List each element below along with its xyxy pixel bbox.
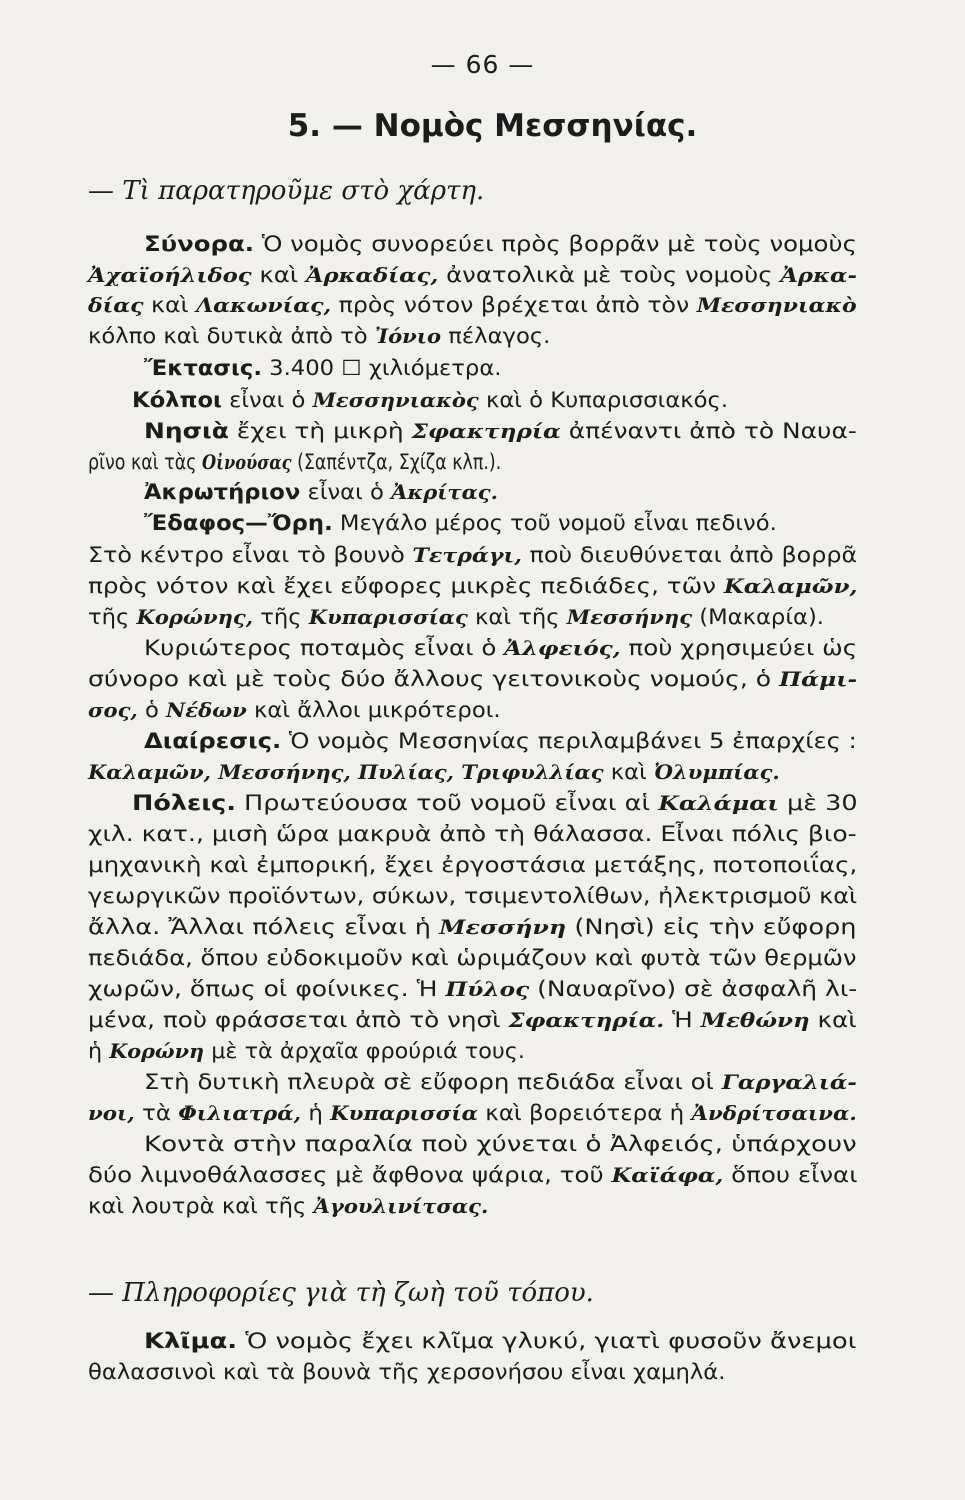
paragraph-lead: Διαίρεσις. — [144, 729, 282, 753]
emphasized-term: Καλάμαι — [658, 792, 779, 815]
paragraph-lead: Κλῖμα. — [144, 1329, 238, 1353]
text-run: δύο λιμνοθάλασσες μὲ ἄφθονα ψάρια, τοῦ — [88, 1163, 612, 1187]
emphasized-term: Μεσσηνιακὸ — [696, 294, 857, 317]
emphasized-term: Καλαμῶν, — [723, 575, 858, 598]
text-run: Στὴ δυτικὴ πλευρὰ σὲ εὔφορη πεδιάδα εἶναι οἱ — [144, 1070, 722, 1094]
paragraph-lead: Κόλποι — [132, 388, 222, 412]
text-run: πέλαγος. — [441, 324, 551, 348]
text-run: ποὺ διευθύνεται ἀπὸ βορρᾶ — [521, 543, 858, 567]
text-run: γεωργικῶν προϊόντων, σύκων, τσιμεντολίθων, ἠλεκτρισμοῦ καὶ — [88, 884, 858, 908]
text-line — [88, 819, 857, 849]
text-line — [88, 664, 857, 695]
text-run: (Νησὶ) εἰς τὴν εὔφορη — [566, 915, 857, 939]
paragraph-lead: Ἔκτασις. — [144, 356, 262, 380]
emphasized-term: σος, — [88, 699, 138, 722]
text-run: (Μακαρία). — [692, 605, 825, 629]
text-run: καὶ — [809, 1008, 857, 1032]
text-line — [88, 571, 857, 602]
emphasized-term: Ἀνδρίτσαινα. — [691, 1102, 857, 1125]
text-run: καὶ — [143, 293, 197, 317]
emphasized-term: Ἀλφειός, — [504, 637, 621, 660]
emphasized-term: Πύλος — [445, 978, 530, 1001]
text-run: καὶ — [251, 263, 306, 287]
text-run: καὶ — [603, 760, 655, 784]
text-run: ἔχει τὴ μικρὴ — [228, 419, 412, 443]
text-line — [88, 943, 856, 973]
emphasized-term: Κορώνης, — [136, 606, 254, 629]
text-run: χωρῶν, ὅπως οἱ φοίνικες. Ἡ — [88, 977, 446, 1001]
emphasized-term: Κυπαρισσία — [330, 1102, 479, 1125]
text-line — [144, 633, 857, 664]
text-line — [88, 695, 501, 726]
emphasized-term: Κορώνη — [109, 1040, 205, 1063]
text-run: Κυριώτερος ποταμὸς εἶναι ὁ — [144, 636, 505, 660]
text-run: ὁ — [137, 698, 167, 722]
text-line — [144, 416, 857, 447]
emphasized-term: δίας — [88, 294, 144, 317]
text-line — [88, 321, 550, 352]
text-run: πεδιάδα, ὅπου εὐδοκιμοῦν καὶ ὡριμάζουν καὶ φυτὰ τῶν θερμῶν — [88, 946, 857, 970]
text-line — [144, 508, 777, 538]
text-run: ἀνατολικὰ μὲ τοὺς νομοὺς — [438, 263, 781, 287]
text-line — [144, 353, 501, 383]
text-line — [88, 1191, 488, 1222]
text-run: ρῖνο καὶ τὰς — [88, 450, 203, 474]
emphasized-term: Καλαμῶν, Μεσσήνης, Πυλίας, Τριφυλλίας — [88, 761, 604, 784]
text-line — [88, 850, 857, 880]
text-line — [88, 447, 501, 478]
text-line — [144, 229, 857, 259]
emphasized-term: Φιλιατρά, — [178, 1102, 302, 1125]
emphasized-term: νοι, — [88, 1102, 135, 1125]
emphasized-term: Ἀρκαδίας, — [305, 264, 439, 287]
text-run: κόλπο καὶ δυτικὰ ἀπὸ τὸ — [88, 324, 375, 348]
text-run: πρὸς νότον καὶ ἔχει εὔφορες μικρὲς πεδιάδες, τῶν — [88, 574, 724, 598]
text-line — [88, 1005, 857, 1036]
text-run: Μεγάλο μέρος τοῦ νομοῦ εἶναι πεδινό. — [332, 511, 777, 535]
text-run: θαλασσινοὶ καὶ τὰ βουνὰ τῆς χερσονήσου εἶναι χαμηλά. — [88, 1360, 726, 1384]
emphasized-term: Ἀρκα- — [780, 264, 857, 287]
emphasized-term: Σφακτηρία. — [508, 1009, 665, 1032]
text-run: μὲ 30 — [778, 791, 858, 815]
text-run: ἡ — [88, 1039, 110, 1063]
text-run: ὅπου εἶναι — [723, 1163, 858, 1187]
paragraph-lead: Ἔδαφος—Ὄρη. — [144, 511, 333, 535]
emphasized-term: Νέδων — [166, 699, 247, 722]
text-run: σύνορο καὶ μὲ τοὺς δύο ἄλλους γειτονικοὺς νομούς, ὁ — [88, 667, 780, 691]
text-line — [144, 726, 857, 756]
text-run: εἶναι ὁ — [221, 388, 313, 412]
text-run: 3.400 ☐ χιλιόμετρα. — [261, 356, 502, 380]
text-run: εἶναι ὁ — [300, 480, 392, 504]
emphasized-term: Καϊάφα, — [611, 1164, 724, 1187]
emphasized-term: Γαργαλιά- — [721, 1071, 857, 1094]
emphasized-term: Λακωνίας, — [196, 294, 332, 317]
text-run: χιλ. κατ., μισὴ ὥρα μακρυὰ ἀπὸ τὴ θάλασσα. Εἶναι πόλις βιο- — [88, 822, 857, 846]
text-run: τὰ — [134, 1101, 179, 1125]
text-run: (Ναυαρῖνο) σὲ ἀσφαλῆ λι- — [529, 977, 858, 1001]
text-run: Κοντὰ στὴν παραλία ποὺ χύνεται ὁ Ἀλφειός, ὑπάρχουν — [144, 1132, 857, 1156]
text-line — [88, 881, 857, 911]
text-run: καὶ ἄλλοι μικρότεροι. — [246, 698, 501, 722]
text-run: Ὁ νομὸς Μεσσηνίας περιλαμβάνει 5 ἐπαρχίες : — [281, 729, 857, 753]
emphasized-term: Μεθώνη — [700, 1009, 810, 1032]
text-run: ποὺ χρησιμεύει ὡς — [620, 636, 858, 660]
emphasized-term: Τετράγι, — [412, 544, 522, 567]
emphasized-term: Μεσσήνη — [439, 916, 567, 939]
text-line — [144, 477, 498, 508]
text-run: καὶ λουτρὰ καὶ τῆς — [88, 1194, 314, 1218]
text-run: Στὸ κέντρο εἶναι τὸ βουνὸ — [88, 543, 413, 567]
paragraph-lead: Σύνορα. — [144, 232, 254, 256]
emphasized-term: Ἀχαϊοήλιδος — [88, 264, 252, 287]
text-run: ἄλλα. Ἄλλαι πόλεις εἶναι ἡ — [88, 915, 440, 939]
text-run: καὶ τῆς — [467, 605, 567, 629]
text-run: καὶ βορειότερα ἡ — [478, 1101, 692, 1125]
text-run: πρὸς νότον βρέχεται ἀπὸ τὸν — [331, 293, 697, 317]
page-number: — 66 — — [430, 50, 535, 79]
paragraph-lead: Πόλεις. — [132, 791, 236, 815]
text-run: Ὁ νομὸς ἔχει κλῖμα γλυκύ, γιατὶ φυσοῦν ἄνεμοι — [237, 1329, 857, 1353]
emphasized-term: Ἀγουλινίτσας. — [313, 1195, 489, 1218]
text-line — [88, 260, 857, 291]
emphasized-term: Πάμι- — [779, 668, 858, 691]
emphasized-term: Σφακτηρία — [411, 420, 561, 443]
paragraph-lead: Νησιὰ — [144, 419, 229, 443]
emphasized-term: Ἰόνιο — [374, 325, 442, 348]
text-run: ἡ — [301, 1101, 331, 1125]
emphasized-term: Ὀλυμπίας. — [654, 761, 780, 784]
text-run: Ὁ νομὸς συνορεύει πρὸς βορρᾶν μὲ τοὺς νομοὺς — [253, 232, 857, 256]
text-run: τῆς — [253, 605, 309, 629]
text-run: Πρωτεύουσα τοῦ νομοῦ εἶναι αἱ — [235, 791, 659, 815]
text-line — [144, 1129, 857, 1159]
text-line — [88, 290, 857, 321]
text-run: ἀπέναντι ἀπὸ τὸ Ναυα- — [560, 419, 857, 443]
section-heading-life: — Πληροφορίες γιὰ τὴ ζωὴ τοῦ τόπου. — [88, 1278, 594, 1308]
text-line — [88, 602, 824, 633]
text-line — [88, 540, 857, 571]
text-line — [88, 912, 857, 943]
text-line — [88, 1357, 725, 1387]
text-run: μηχανικὴ καὶ ἐμπορική, ἔχει ἐργοστάσια μετάξης, ποτοποιΐας, — [88, 853, 858, 877]
emphasized-term: Μεσσηνιακὸς — [312, 389, 479, 412]
text-line — [144, 1067, 857, 1098]
text-line — [88, 1160, 857, 1191]
emphasized-term: Κυπαρισσίας — [308, 606, 468, 629]
text-run: μὲ τὰ ἀρχαῖα φρούριά τους. — [204, 1039, 525, 1063]
text-line — [88, 1036, 525, 1067]
emphasized-term: Ἀκρίτας. — [391, 481, 498, 504]
chapter-title: 5. — Νομὸς Μεσσηνίας. — [287, 108, 698, 144]
section-heading-map: — Τὶ παρατηροῦμε στὸ χάρτη. — [88, 176, 485, 206]
text-line — [88, 1098, 857, 1129]
emphasized-term: Μεσσήνης — [566, 606, 693, 629]
text-line — [132, 788, 858, 819]
paragraph-lead: Ἀκρωτήριον — [144, 480, 301, 504]
text-line — [88, 757, 780, 788]
text-run: (Σαπέντζα, Σχίζα κλπ.). — [291, 450, 502, 474]
text-run: καὶ ὁ Κυπαρισσιακός. — [478, 388, 729, 412]
text-run: τῆς — [88, 605, 137, 629]
emphasized-term: Οἰνούσας — [202, 451, 292, 474]
text-run: μένα, ποὺ φράσσεται ἀπὸ τὸ νησὶ — [88, 1008, 509, 1032]
text-line — [88, 974, 857, 1005]
text-line — [144, 1326, 856, 1356]
text-run: Ἡ — [664, 1008, 701, 1032]
text-line — [132, 385, 728, 416]
